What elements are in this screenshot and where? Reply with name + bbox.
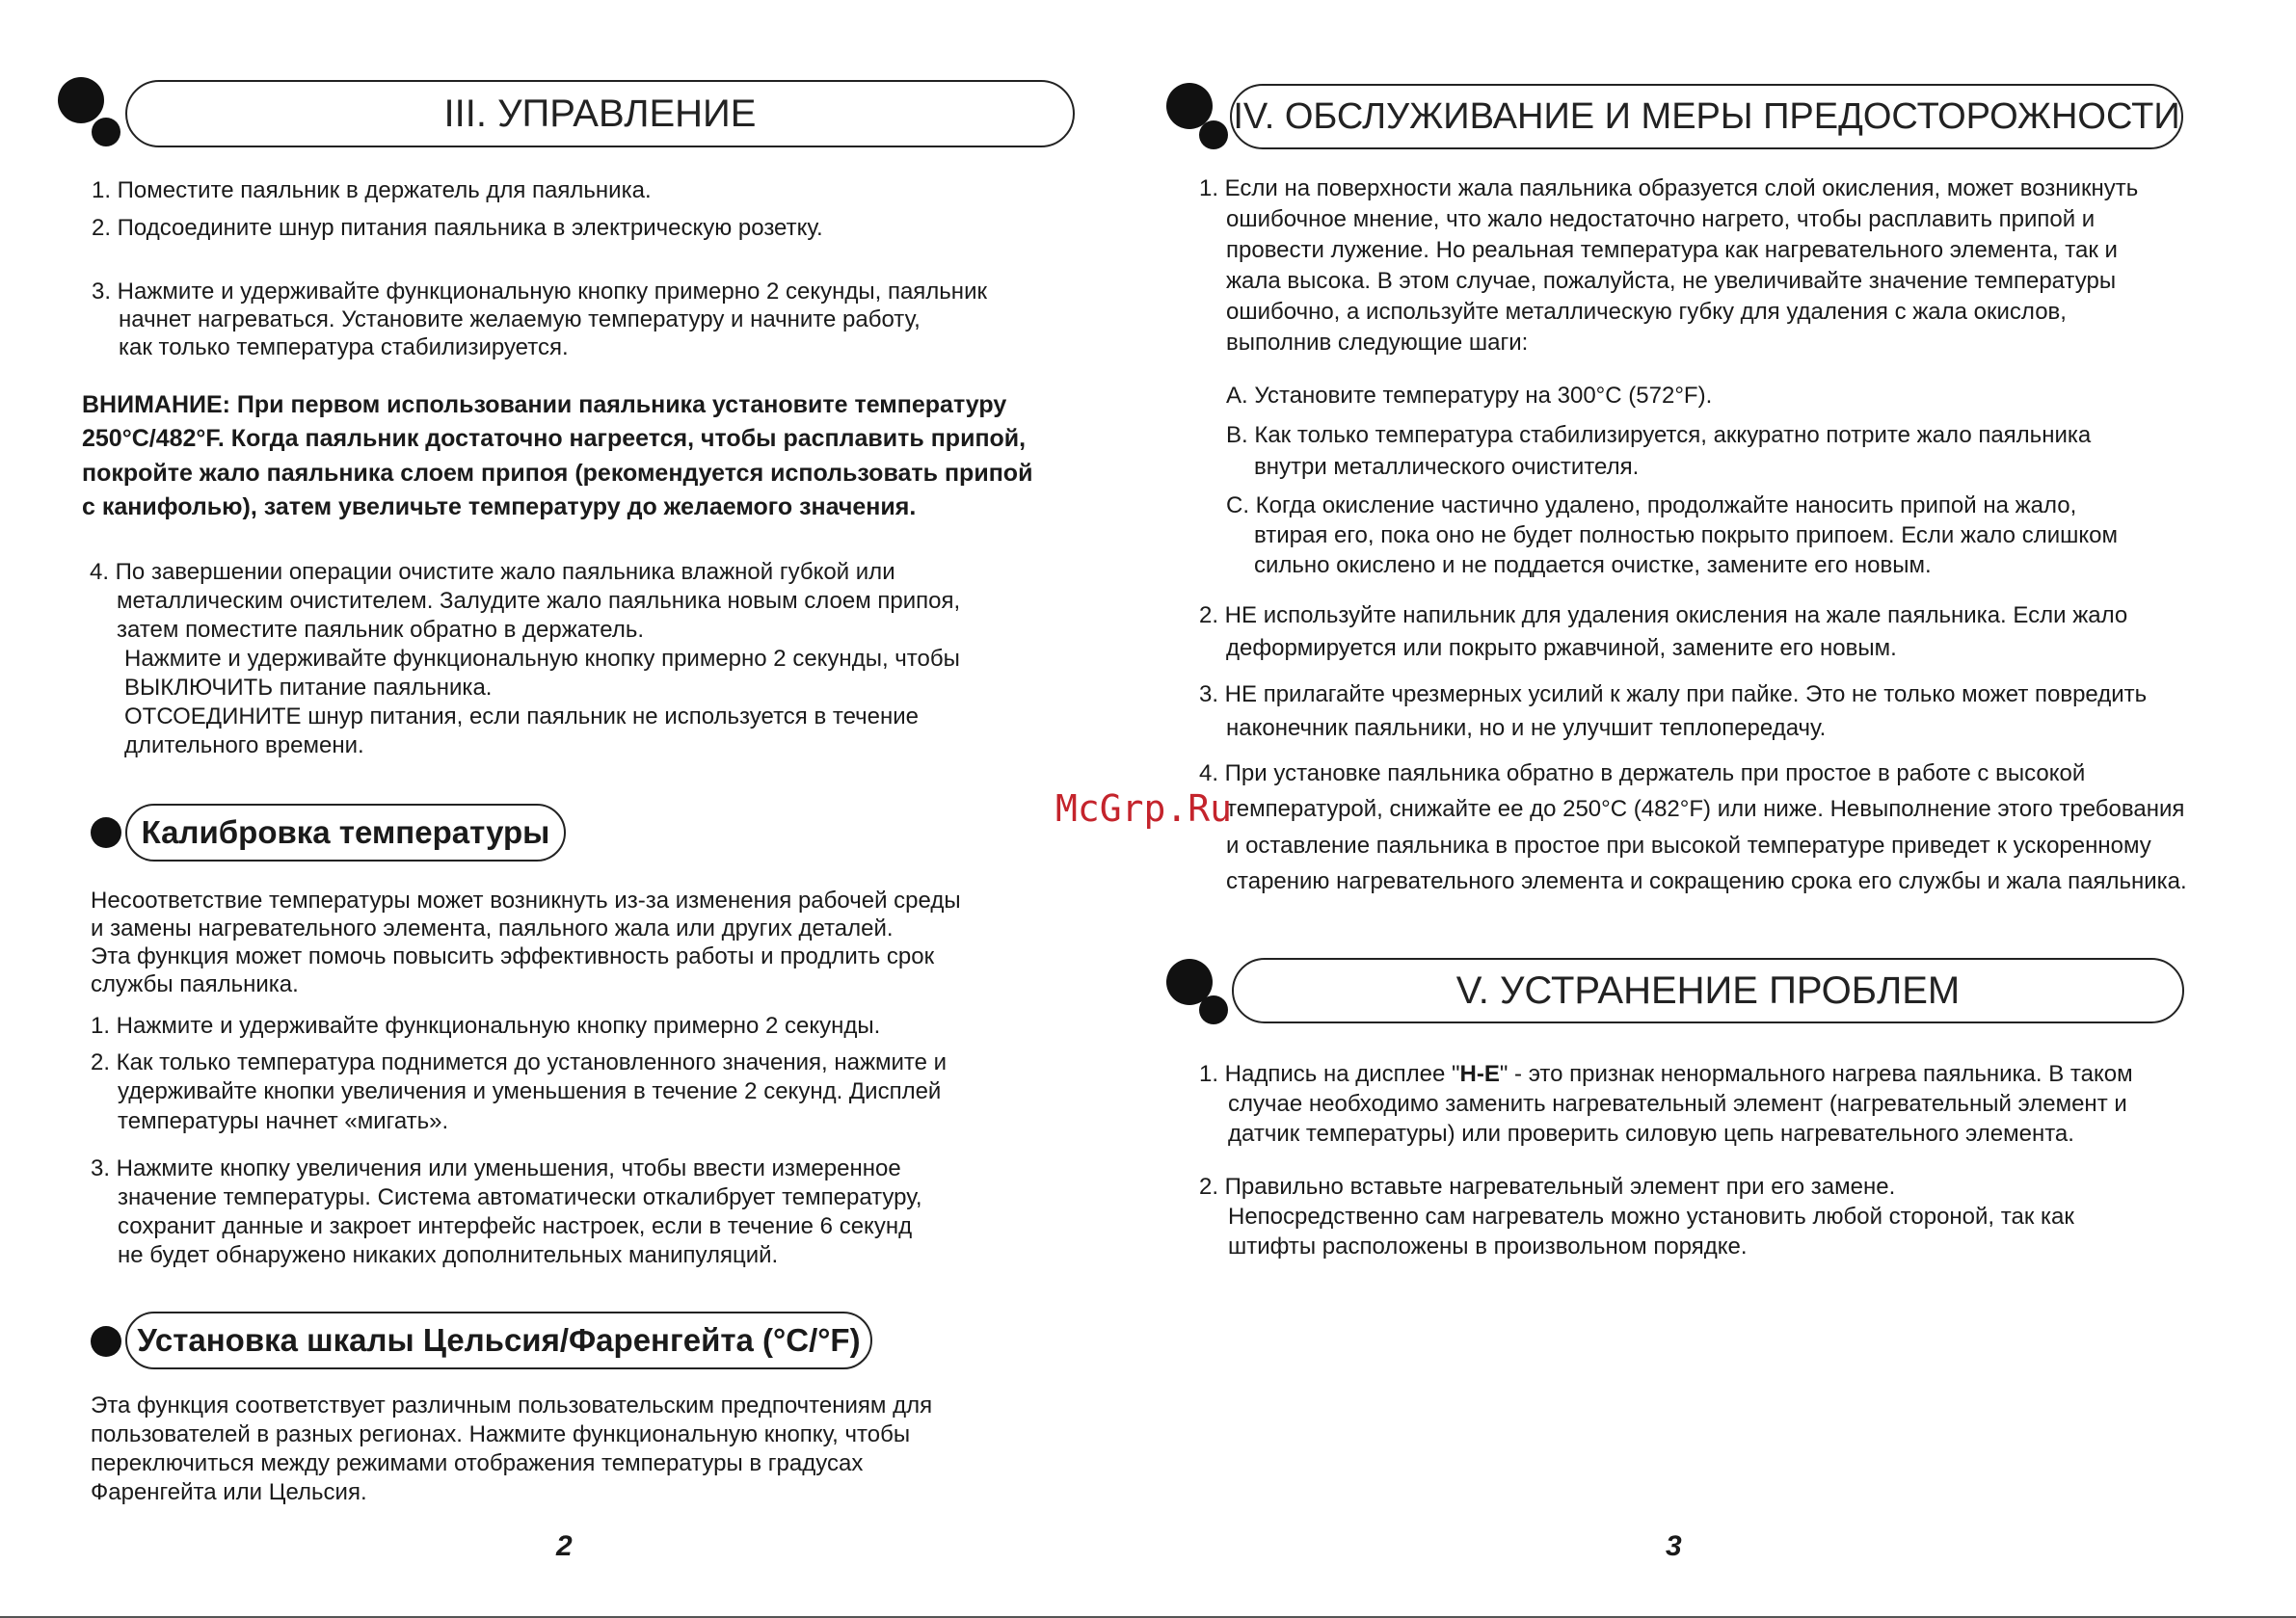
list-item-continuation: провести лужение. Но реальная температура как нагревательного элемента, так и: [1226, 237, 2118, 263]
list-item-continuation: выполнив следующие шаги:: [1226, 330, 1529, 356]
bullet-dot-icon: [91, 1326, 121, 1357]
list-item-continuation: ошибочно, а используйте металлическую губку для удаления с жала окислов,: [1226, 299, 2067, 325]
list-item: 3. НЕ прилагайте чрезмерных усилий к жалу при пайке. Это не только может повредить: [1199, 681, 2148, 707]
list-item-continuation: не будет обнаружено никаких дополнительных манипуляций.: [118, 1242, 779, 1268]
list-item-continuation: ВЫКЛЮЧИТЬ питание паяльника.: [124, 675, 493, 701]
list-item-continuation: датчик температуры) или проверить силовую цепь нагревательного элемента.: [1228, 1121, 2074, 1147]
paragraph-line: Эта функция соответствует различным пользовательским предпочтениям для: [91, 1393, 933, 1419]
list-item-continuation: длительного времени.: [124, 732, 364, 758]
error-code: H-E: [1459, 1061, 1500, 1087]
list-item-continuation: наконечник паяльники, но и не улучшит теплопередачу.: [1226, 715, 1827, 741]
bullet-dot-icon: [91, 817, 121, 848]
list-item-continuation: старению нагревательного элемента и сокращению срока его службы и жала паяльника.: [1226, 868, 2187, 894]
sub-list-item-continuation: внутри металлического очистителя.: [1254, 454, 1640, 480]
bullet-dot-icon: [1199, 995, 1228, 1024]
list-item-continuation: жала высока. В этом случае, пожалуйста, не увеличивайте значение температуры: [1226, 268, 2117, 294]
list-item: 1. Если на поверхности жала паяльника образуется слой окисления, может возникнуть: [1199, 175, 2139, 201]
list-item-continuation: удерживайте кнопки увеличения и уменьшения в течение 2 секунд. Дисплей: [118, 1078, 942, 1104]
list-item: 4. При установке паяльника обратно в держатель при простое в работе с высокой: [1199, 760, 2086, 786]
paragraph-line: службы паяльника.: [91, 971, 299, 997]
list-item-continuation: сохранит данные и закроет интерфейс настроек, если в течение 6 секунд: [118, 1213, 913, 1239]
sub-list-item: C. Когда окисление частично удалено, продолжайте наносить припой на жало,: [1226, 492, 2077, 518]
list-item-continuation: ОТСОЕДИНИТЕ шнур питания, если паяльник не используется в течение: [124, 703, 920, 729]
section-heading: V. УСТРАНЕНИЕ ПРОБЛЕМ: [1232, 958, 2184, 1023]
sub-list-item: B. Как только температура стабилизируется, аккуратно потрите жало паяльника: [1226, 422, 2092, 448]
warning-line: покройте жало паяльника слоем припоя (рекомендуется использовать припой: [82, 460, 1033, 487]
sub-list-item-continuation: сильно окислено и не поддается очистке, замените его новым.: [1254, 552, 1932, 578]
list-item-continuation: затем поместите паяльник обратно в держатель.: [117, 617, 645, 643]
list-item: 1. Нажмите и удерживайте функциональную кнопку примерно 2 секунды.: [91, 1013, 881, 1039]
list-item-continuation: металлическим очистителем. Залудите жало паяльника новым слоем припоя,: [117, 588, 961, 614]
paragraph-line: Эта функция может помочь повысить эффективность работы и продлить срок: [91, 943, 935, 969]
list-item-text: " - это признак ненормального нагрева паяльника. В таком: [1499, 1061, 2133, 1087]
list-item: [1199, 1060, 2133, 1089]
sub-list-item-continuation: втирая его, пока оно не будет полностью покрыто припоем. Если жало слишком: [1254, 522, 2118, 548]
warning-line: ВНИМАНИЕ: При первом использовании паяльника установите температуру: [82, 391, 1007, 418]
sub-list-item: A. Установите температуру на 300°C (572°F).: [1226, 383, 1713, 409]
list-item-continuation: и оставление паяльника в простое при высокой температуре приведет к ускоренному: [1226, 833, 2151, 859]
list-item: 2. Подсоедините шнур питания паяльника в электрическую розетку.: [92, 215, 823, 241]
bullet-dot-icon: [92, 118, 120, 146]
warning-line: 250°C/482°F. Когда паяльник достаточно нагреется, чтобы расплавить припой,: [82, 425, 1027, 452]
bullet-dot-icon: [1199, 120, 1228, 149]
subsection-heading: Калибровка температуры: [125, 804, 566, 862]
section-heading: IV. ОБСЛУЖИВАНИЕ И МЕРЫ ПРЕДОСТОРОЖНОСТИ: [1230, 84, 2183, 149]
list-item-continuation: значение температуры. Система автоматически откалибрует температуру,: [118, 1184, 922, 1210]
paragraph-line: и замены нагревательного элемента, паяльного жала или других деталей.: [91, 915, 894, 942]
list-item-continuation: температурой, снижайте ее до 250°C (482°F) или ниже. Невыполнение этого требования: [1226, 796, 2185, 822]
paragraph-line: Фаренгейта или Цельсия.: [91, 1479, 367, 1505]
section-heading: III. УПРАВЛЕНИЕ: [125, 80, 1075, 147]
list-item: 4. По завершении операции очистите жало паяльника влажной губкой или: [90, 559, 895, 585]
paragraph-line: Несоответствие температуры может возникнуть из-за изменения рабочей среды: [91, 888, 961, 914]
list-item-continuation: штифты расположены в произвольном порядке.: [1228, 1233, 1748, 1260]
subsection-heading: Установка шкалы Цельсия/Фаренгейта (°C/°F): [125, 1312, 872, 1369]
list-item: 1. Поместите паяльник в держатель для паяльника.: [92, 177, 652, 203]
warning-line: с канифолью), затем увеличьте температуру до желаемого значения.: [82, 493, 917, 520]
paragraph-line: пользователей в разных регионах. Нажмите функциональную кнопку, чтобы: [91, 1421, 911, 1447]
watermark: McGrp.Ru: [1055, 787, 1233, 830]
list-item: 2. Правильно вставьте нагревательный элемент при его замене.: [1199, 1174, 1896, 1200]
list-item-continuation: температуры начнет «мигать».: [118, 1108, 449, 1134]
page-number: 2: [556, 1530, 573, 1562]
list-item-continuation: как только температура стабилизируется.: [119, 334, 569, 360]
list-item-continuation: случае необходимо заменить нагревательный элемент (нагревательный элемент и: [1228, 1091, 2127, 1117]
bullet-dot-icon: [58, 77, 104, 123]
list-item-continuation: начнет нагреваться. Установите желаемую температуру и начните работу,: [119, 306, 921, 332]
paragraph-line: переключиться между режимами отображения температуры в градусах: [91, 1450, 864, 1476]
page-number: 3: [1666, 1530, 1682, 1562]
list-item-continuation: Непосредственно сам нагреватель можно установить любой стороной, так как: [1228, 1204, 2074, 1230]
list-item-text: 1. Надпись на дисплее ": [1199, 1061, 1460, 1087]
list-item: 3. Нажмите кнопку увеличения или уменьшения, чтобы ввести измеренное: [91, 1155, 901, 1181]
list-item-continuation: деформируется или покрыто ржавчиной, замените его новым.: [1226, 635, 1897, 661]
list-item: 3. Нажмите и удерживайте функциональную кнопку примерно 2 секунды, паяльник: [92, 279, 987, 305]
list-item-continuation: ошибочное мнение, что жало недостаточно нагрето, чтобы расплавить припой и: [1226, 206, 2096, 232]
list-item: 2. Как только температура поднимется до установленного значения, нажмите и: [91, 1049, 948, 1075]
list-item-continuation: Нажмите и удерживайте функциональную кнопку примерно 2 секунды, чтобы: [124, 646, 960, 672]
list-item: 2. НЕ используйте напильник для удаления окисления на жале паяльника. Если жало: [1199, 602, 2128, 628]
